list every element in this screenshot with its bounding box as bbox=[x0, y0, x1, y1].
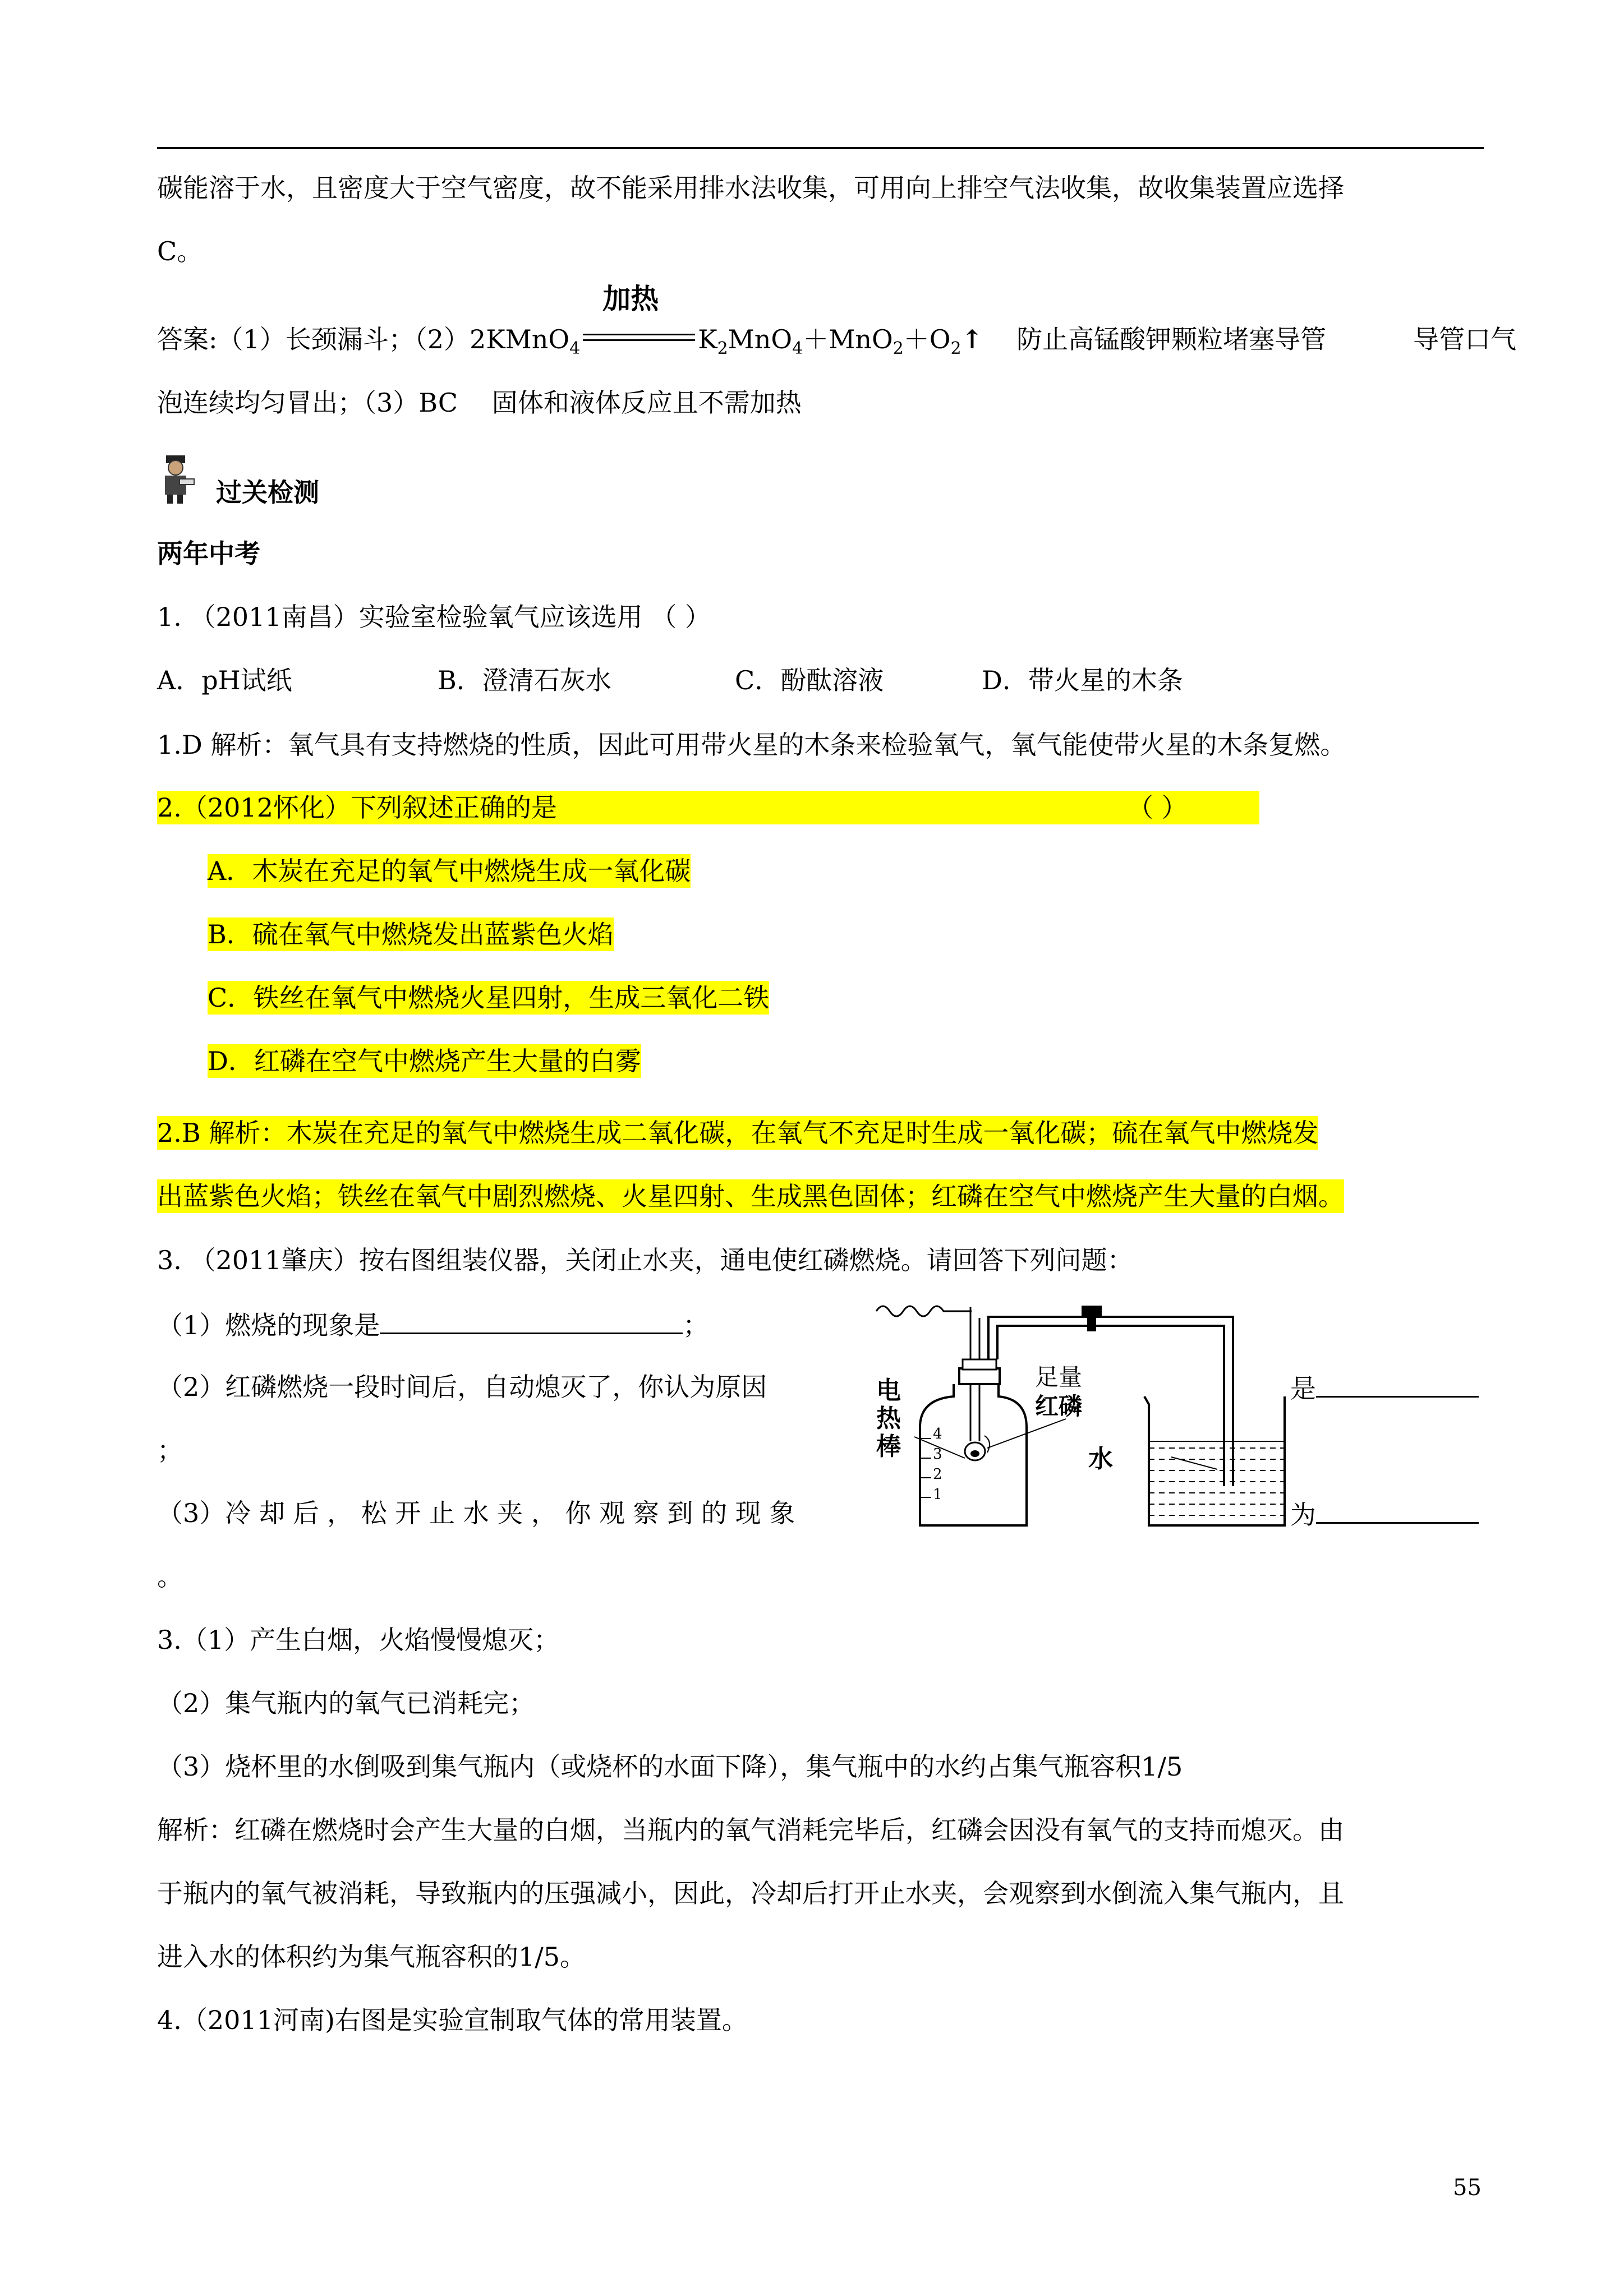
header-rule bbox=[157, 147, 1484, 149]
question-3: 3. （2011肇庆）按右图组装仪器，关闭止水夹，通电使红磷燃烧。请回答下列问题： bbox=[157, 1245, 1133, 1275]
subscript: 4 bbox=[792, 339, 803, 358]
q3-part-3-cont: 。 bbox=[157, 1561, 183, 1592]
text-line: C。 bbox=[157, 236, 203, 266]
q3-part-3-right-text: 为 bbox=[1290, 1500, 1316, 1530]
punct: ； bbox=[683, 1310, 709, 1340]
q3-part-2: （2）红磷燃烧一段时间后，自动熄灭了，你认为原因 bbox=[157, 1372, 767, 1402]
apparatus-diagram bbox=[875, 1301, 1279, 1539]
q3-part-3-right bbox=[1290, 1496, 1479, 1532]
person-icon bbox=[158, 454, 197, 505]
subscript: 2 bbox=[892, 339, 904, 358]
q2-option-a: A．木炭在充足的氧气中燃烧生成一氧化碳 bbox=[208, 854, 691, 888]
section-title: 过关检测 bbox=[216, 477, 319, 508]
q1-option-d: D．带火星的木条 bbox=[982, 665, 1183, 695]
condition-label: 加热 bbox=[602, 283, 659, 315]
q2-option-d: D．红磷在空气中燃烧产生大量的白雾 bbox=[208, 1044, 641, 1078]
heater-label-char: 电 bbox=[876, 1376, 901, 1405]
subsection-title: 两年中考 bbox=[157, 538, 260, 569]
q2-option-b: B．硫在氧气中燃烧发出蓝紫色火焰 bbox=[208, 918, 614, 951]
heater-label-char: 热 bbox=[876, 1404, 901, 1433]
water-label: 水 bbox=[1088, 1445, 1113, 1473]
q3-answer-3: （3）烧杯里的水倒吸到集气瓶内（或烧杯的水面下降），集气瓶中的水约占集气瓶容积1/5 bbox=[157, 1751, 1183, 1782]
q3-part-1 bbox=[157, 1307, 709, 1342]
mark-2: 2 bbox=[933, 1466, 942, 1483]
q2-option-c: C．铁丝在氧气中燃烧火星四射，生成三氧化二铁 bbox=[208, 981, 769, 1015]
reaction-arrow bbox=[580, 283, 698, 356]
q1-answer: 1.D 解析：氧气具有支持燃烧的性质，因此可用带火星的木条来检验氧气，氧气能使带火星的木条复燃。 bbox=[157, 730, 1346, 760]
formula-part: ＋O bbox=[903, 324, 951, 354]
q3-explanation: 进入水的体积约为集气瓶容积的1/5。 bbox=[157, 1942, 586, 1972]
answer-reason: 防止高锰酸钾颗粒堵塞导管 bbox=[1016, 324, 1327, 354]
text-line: 泡连续均匀冒出；（3）BC 固体和液体反应且不需加热 bbox=[157, 388, 802, 418]
formula-part: K bbox=[698, 324, 717, 354]
gas-arrow: ↑ bbox=[961, 324, 983, 354]
question-2-text: 2.（2012怀化）下列叙述正确的是 bbox=[157, 792, 557, 823]
subscript: 2 bbox=[717, 339, 728, 358]
q3-part-2-right-text: 是 bbox=[1290, 1373, 1316, 1404]
answer-line bbox=[157, 283, 1517, 358]
q1-option-c: C．酚酞溶液 bbox=[735, 665, 884, 695]
heater-label-char: 棒 bbox=[876, 1432, 901, 1461]
phosphorus-label bbox=[1035, 1363, 1082, 1421]
answer-blank[interactable] bbox=[1316, 1370, 1479, 1398]
q1-option-b: B．澄清石灰水 bbox=[438, 665, 611, 695]
mark-3: 3 bbox=[933, 1446, 942, 1463]
formula-part: ＋MnO bbox=[803, 324, 893, 354]
answer-prefix: 答案:（1）长颈漏斗；（2）2KMnO bbox=[157, 324, 570, 354]
mark-4: 4 bbox=[933, 1426, 942, 1442]
q2-answer-line: 出蓝紫色火焰；铁丝在氧气中剧烈燃烧、火星四射、生成黑色固体；红磷在空气中燃烧产生大量的白烟。 bbox=[157, 1179, 1344, 1213]
phosphorus-label-line: 红磷 bbox=[1035, 1393, 1083, 1420]
answer-tail: 导管口气 bbox=[1413, 324, 1517, 354]
q3-part-2-right bbox=[1290, 1370, 1479, 1405]
answer-paren: （ ） bbox=[1128, 792, 1188, 823]
question-4: 4.（2011河南)右图是实验宣制取气体的常用装置。 bbox=[157, 2005, 748, 2035]
heater-label bbox=[876, 1377, 901, 1461]
q2-answer-line: 2.B 解析：木炭在充足的氧气中燃烧生成二氧化碳，在氧气不充足时生成一氧化碳；硫在氧气中燃烧发 bbox=[157, 1116, 1318, 1150]
page-number: 55 bbox=[1453, 2175, 1482, 2201]
q3-explanation: 解析：红磷在燃烧时会产生大量的白烟，当瓶内的氧气消耗完毕后，红磷会因没有氧气的支持而熄灭。由 bbox=[157, 1815, 1344, 1845]
q3-part-3: （3）冷 却 后 ， 松 开 止 水 夹 ， 你 观 察 到 的 现 象 bbox=[157, 1498, 795, 1528]
answer-blank[interactable] bbox=[1316, 1496, 1479, 1524]
q3-answer-2: （2）集气瓶内的氧气已消耗完； bbox=[157, 1688, 535, 1718]
q3-answer-1: 3.（1）产生白烟，火焰慢慢熄灭； bbox=[157, 1625, 560, 1655]
formula-part: MnO bbox=[728, 324, 793, 354]
question-2 bbox=[157, 791, 1259, 824]
text-line: 碳能溶于水，且密度大于空气密度，故不能采用排水法收集，可用向上排空气法收集，故收集装置应选择 bbox=[157, 173, 1344, 203]
answer-blank[interactable] bbox=[380, 1307, 683, 1334]
subscript: 4 bbox=[569, 339, 581, 358]
q1-option-a: A．pH试纸 bbox=[157, 665, 292, 695]
subscript: 2 bbox=[950, 339, 961, 358]
question-1: 1. （2011南昌）实验室检验氧气应该选用 （ ） bbox=[157, 602, 711, 632]
mark-1: 1 bbox=[933, 1486, 942, 1503]
q3-explanation: 于瓶内的氧气被消耗，导致瓶内的压强减小，因此，冷却后打开止水夹，会观察到水倒流入集气瓶内，且 bbox=[157, 1878, 1344, 1908]
phosphorus-label-line: 足量 bbox=[1035, 1363, 1083, 1391]
q3-part-2-cont: ； bbox=[157, 1435, 183, 1465]
q3-part-1-text: （1）燃烧的现象是 bbox=[157, 1310, 380, 1340]
